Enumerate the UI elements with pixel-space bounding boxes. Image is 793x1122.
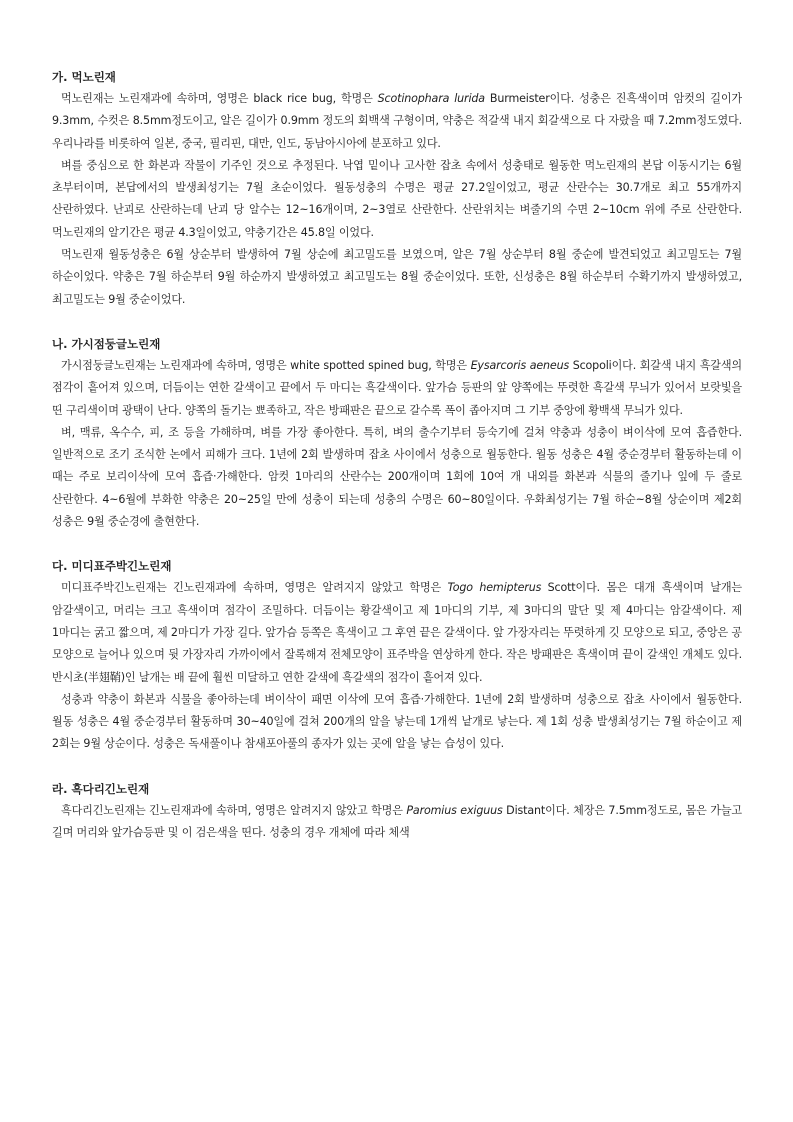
- paragraph: 벼를 중심으로 한 화본과 작물이 기주인 것으로 추정된다. 낙엽 밑이나 고사한 잡초 속에서 성충태로 월동한 먹노린재의 본답 이동시기는 6월 초부터이며, 본답에서의 발생최성기는 7월 초순이었다. 월동성충의 수명은 평균 27.2일이었고, 평균 산란수는 30.7개로 최고 55개까지 산란하였다. 난괴로 산란하는데 난괴 당 알수는 12~16개이며, 2~3열로 산란한다. 산란위치는 벼줄기의 수면 2~10cm 위에 주로 산란한다. 먹노린재의 알기간은 평균 4.3일이었고, 약충기간은 45.8일 이었다.: [52, 158, 742, 239]
- section-heading: 라. 흑다리긴노린재: [52, 781, 150, 796]
- paragraph: 가시점둥글노린재는 노린재과에 속하며, 영명은 white spotted spined bug, 학명은 Eysarcoris aeneus Scopoli이다. 회갈색 내지 흑갈색의 점각이 흩어져 있으며, 더듬이는 연한 갈색이고 끝에서 두 마디는 흑갈색이다. 앞가슴 등판의 앞 양쪽에는 뚜렷한 흑갈색 무늬가 있어서 보랏빛을 띤 구리색이며 광택이 난다. 양쪽의 돌기는 뾰족하고, 작은 방패판은 끝으로 갈수록 폭이 좁아지며 그 기부 중앙에 황백색 무늬가 있다.: [52, 358, 743, 417]
- section-heading: 다. 미디표주박긴노린재: [52, 559, 172, 574]
- section-midi: [52, 555, 742, 755]
- paragraph: 미디표주박긴노린재는 긴노린재과에 속하며, 영명은 알려지지 않았고 학명은 Togo hemipterus Scott이다. 몸은 대개 흑색이며 날개는 암갈색이고, 머리는 크고 흑색이며 점각이 조밀하다. 더듬이는 황갈색이고 제 1마디의 기부, 제 3마디의 말단 및 제 4마디는 암갈색이다. 제 1마디는 굵고 짧으며, 제 2마디가 가장 길다. 앞가슴 등쪽은 흑색이고 그 후연 끝은 갈색이다. 앞 가장자리는 뚜렷하게 깃 모양으로 되고, 중앙은 공 모양으로 늘어나 있으며 뒷 가장자리 가까이에서 잘록해져 전체모양이 표주박을 연상하게 한다. 작은 방패판은 흑색이며 끝이 갈색인 개체도 있다. 반시초(半翅鞘)인 날개는 배 끝에 훨씬 미달하고 연한 갈색에 흑갈색의 점각이 흩어져 있다.: [52, 581, 742, 684]
- section-gasijeom: [52, 333, 742, 533]
- section-mukno: [52, 66, 742, 311]
- paragraph: 먹노린재 월동성충은 6월 상순부터 발생하여 7월 상순에 최고밀도를 보였으며, 알은 7월 상순부터 8월 중순에 발견되었고 최고밀도는 7월 하순이었다. 약충은 7월 하순부터 9월 하순까지 발생하였고 최고밀도는 8월 중순이었다. 또한, 신성충은 8월 하순부터 수확기까지 발생하였고, 최고밀도는 9월 중순이었다.: [52, 248, 742, 306]
- section-heading: 가. 먹노린재: [52, 70, 116, 84]
- section-heukdari: [52, 778, 742, 845]
- document-page: [52, 66, 742, 866]
- paragraph: 흑다리긴노린재는 긴노린재과에 속하며, 영명은 알려지지 않았고 학명은 Paromius exiguus Distant이다. 체장은 7.5mm정도로, 몸은 가늘고 길며 머리와 앞가슴등판 및 이 검은색을 띤다. 성충의 경우 개체에 따라 체색: [52, 803, 742, 840]
- scientific-name: Eysarcoris aeneus: [470, 358, 570, 372]
- paragraph: 벼, 맥류, 옥수수, 피, 조 등을 가해하며, 벼를 가장 좋아한다. 특히, 벼의 출수기부터 등숙기에 걸쳐 약충과 성충이 벼이삭에 모여 흡즙한다. 일반적으로 조기 조식한 논에서 피해가 크다. 1년에 2회 발생하며 잡초 사이에서 성충으로 월동한다. 월동 성충은 4월 중순경부터 활동하는데 이 때는 주로 보리이삭에 모여 흡즙·가해한다. 암컷 1마리의 산란수는 200개이며 1회에 10여 개 내외를 화본과 식물의 줄기나 잎에 두 줄로 산란한다. 4~6월에 부화한 약충은 20~25일 만에 성충이 되는데 성충의 수명은 60~80일이다. 우화최성기는 7월 하순~8월 상순이며 제2회 성충은 9월 중순경에 출현한다.: [52, 425, 742, 529]
- paragraph: 먹노린재는 노린재과에 속하며, 영명은 black rice bug, 학명은 Scotinophara lurida Burmeister이다. 성충은 진흑색이며 암컷의 길이가 9.3mm, 수컷은 8.5mm정도이고, 알은 길이가 0.9mm 정도의 회백색 구형이며, 약충은 적갈색 내지 회갈색으로 다 자랐을 때 7.2mm정도였다. 우리나라를 비롯하여 일본, 중국, 필리핀, 대만, 인도, 동남아시아에 분포하고 있다.: [52, 92, 742, 150]
- scientific-name: Togo hemipterus: [447, 581, 542, 595]
- scientific-name: Paromius exiguus: [406, 803, 503, 817]
- section-heading: 나. 가시점둥글노린재: [52, 336, 161, 351]
- paragraph: 성충과 약충이 화본과 식물을 좋아하는데 벼이삭이 패면 이삭에 모여 흡즙·가해한다. 1년에 2회 발생하며 성충으로 잡초 사이에서 월동한다. 월동 성충은 4월 중순경부터 활동하며 30~40일에 걸쳐 200개의 알을 낳는데 1개씩 낱개로 낳는다. 제 1회 성충 발생최성기는 7월 하순이고 제 2회는 9월 상순이다. 성충은 독새풀이나 참새포아풀의 종자가 있는 곳에 알을 낳는 습성이 있다.: [52, 692, 742, 751]
- scientific-name: Scotinophara lurida: [377, 92, 485, 105]
